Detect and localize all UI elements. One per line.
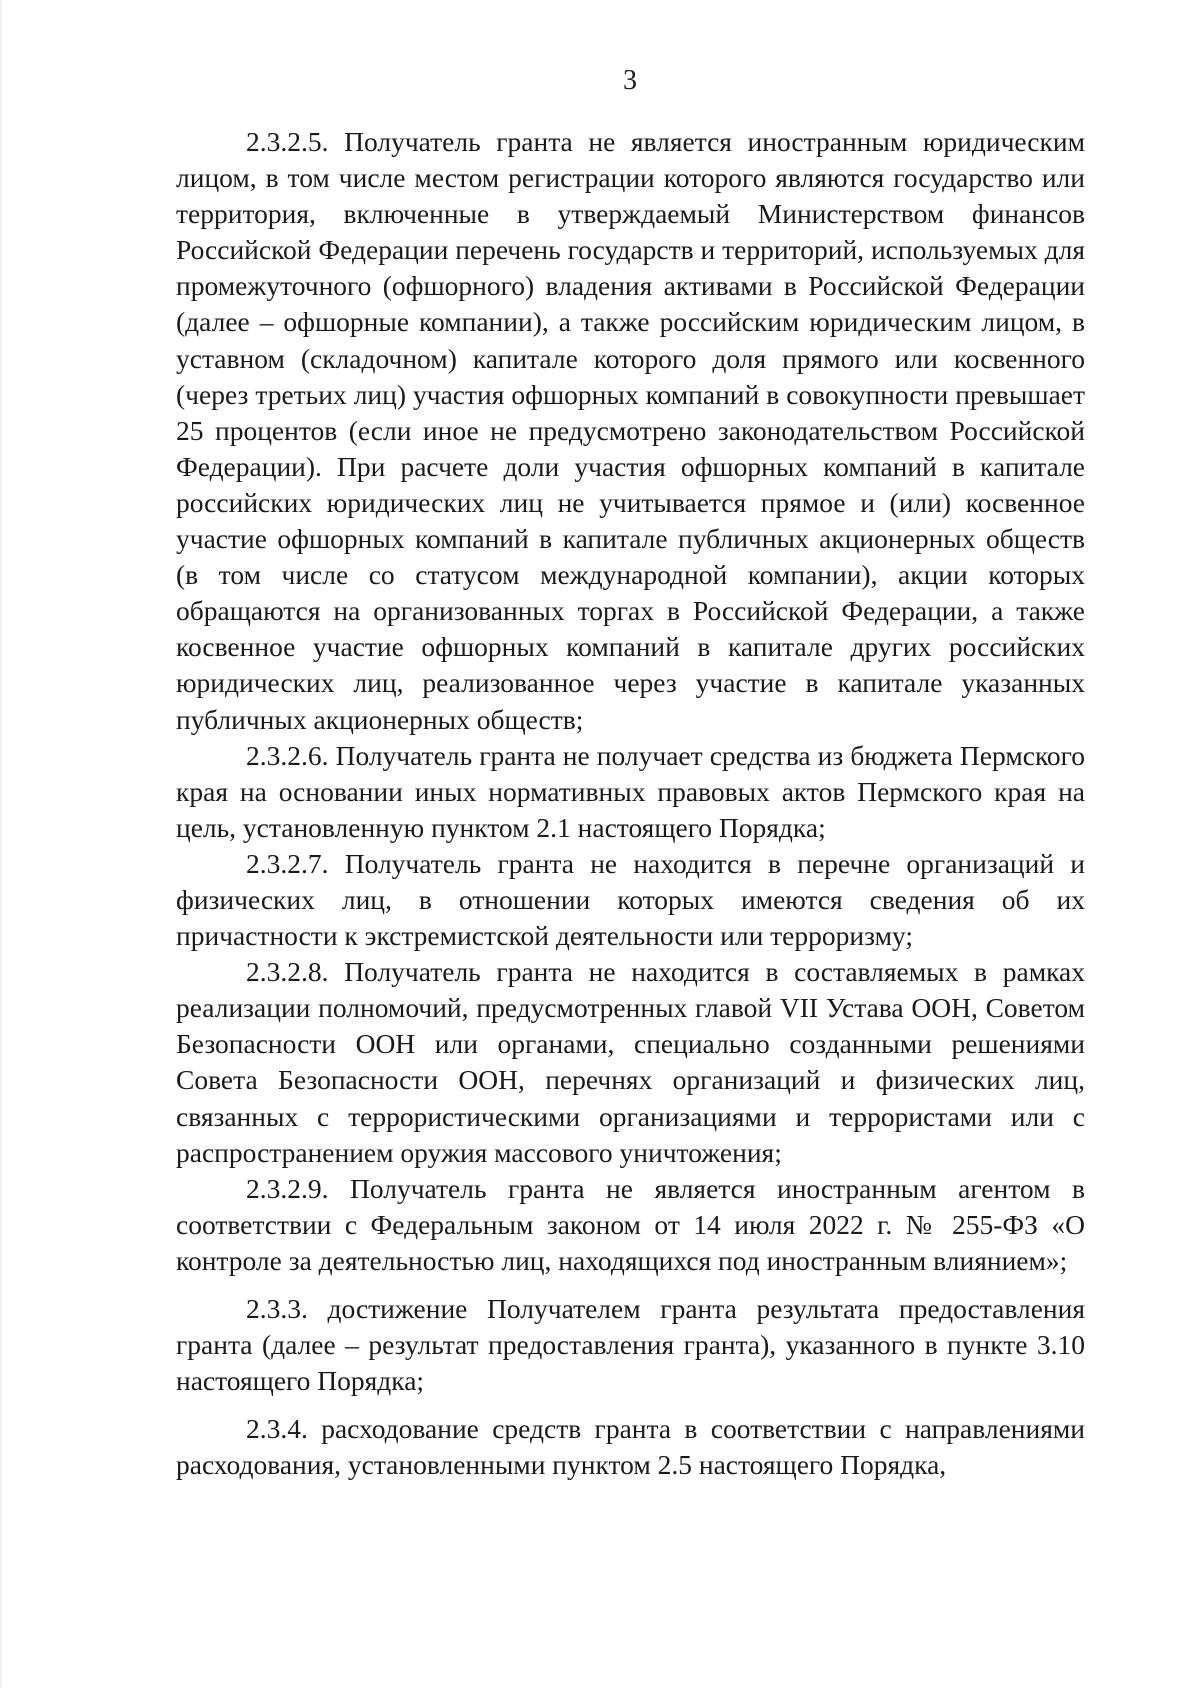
paragraph-2-3-3: 2.3.3. достижение Получателем гранта результата предоставления гранта (далее – результат предоставления гранта), указанного в пункте 3.10 настоящего Порядка; <box>176 1293 1085 1397</box>
paragraph-2-3-2-8: 2.3.2.8. Получатель гранта не находится в составляемых в рамках реализации полномочий, предусмотренных главой VII Устава ООН, Советом Безопасности ООН или органами, специально созданными решениями Совета Безопасности ООН, перечнях организаций и физических лиц, связанных с террористическими организациями и террористами или с распространением оружия массового уничтожения; <box>176 956 1085 1168</box>
paragraph-2-3-2-5: 2.3.2.5. Получатель гранта не является иностранным юридическим лицом, в том числе местом регистрации которого являются государство или территория, включенные в утверждаемый Министерством финансов Российской Федерации перечень государств и территорий, используемых для промежуточного (офшорного) владения активами в Российской Федерации (далее – офшорные компании), а также российским юридическим лицом, в уставном (складочном) капитале которого доля прямого или косвенного (через третьих лиц) участия офшорных компаний в совокупности превышает 25 процентов (если иное не предусмотрено законодательством Российской Федерации). При расчете доли участия офшорных компаний в капитале российских юридических лиц не учитывается прямое и (или) косвенное участие офшорных компаний в капитале публичных акционерных обществ (в том числе со статусом международной компании), акции которых обращаются на организованных торгах в Российской Федерации, а также косвенное участие офшорных компаний в капитале других российских юридических лиц, реализованное через участие в капитале указанных публичных акционерных обществ; <box>176 126 1085 735</box>
paragraph-2-3-4: 2.3.4. расходование средств гранта в соответствии с направлениями расходования, установленными пунктом 2.5 настоящего Порядка, <box>176 1413 1085 1481</box>
scan-edge <box>0 0 2 1688</box>
paragraph-2-3-2-9: 2.3.2.9. Получатель гранта не является иностранным агентом в соответствии с Федеральным законом от 14 июля 2022 г. № 255-ФЗ «О контроле за деятельностью лиц, находящихся под иностранным влиянием»; <box>176 1172 1085 1276</box>
paragraph-2-3-2-6: 2.3.2.6. Получатель гранта не получает средства из бюджета Пермского края на основании иных нормативных правовых актов Пермского края на цель, установленную пунктом 2.1 настоящего Порядка; <box>176 739 1085 843</box>
paragraph-2-3-2-7: 2.3.2.7. Получатель гранта не находится в перечне организаций и физических лиц, в отношении которых имеются сведения об их причастности к экстремистской деятельности или терроризму; <box>176 847 1085 952</box>
page-number: 3 <box>623 65 637 96</box>
document-body <box>176 124 1085 1483</box>
